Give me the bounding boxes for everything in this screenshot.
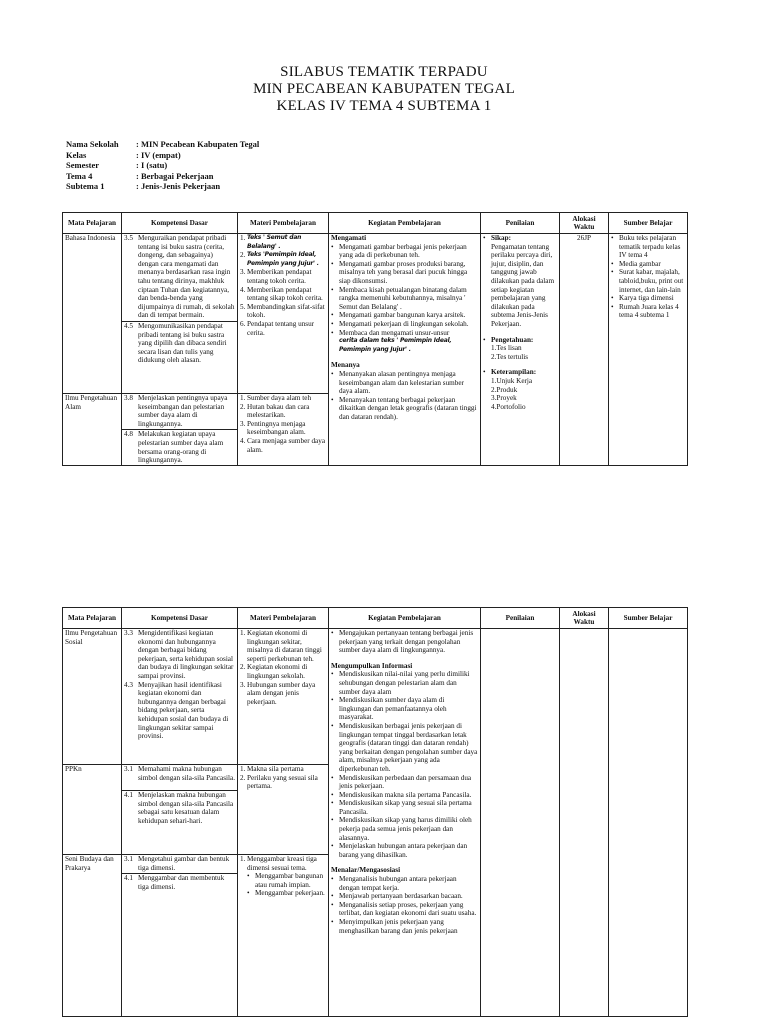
kd-number: 4.3 xyxy=(124,680,133,689)
kegiatan-item: Mengamati gambar berbagai jenis pekerjaan yang ada di perkebunan teh. xyxy=(339,242,467,260)
kegiatan-item: Mendiskusikan sumber daya alam di lingkungan dan pemanfaatannya oleh masyarakat. xyxy=(339,696,447,722)
materi-text: Memberikan pendapat tentang tokoh cerita. xyxy=(247,268,312,285)
alokasi-cell xyxy=(560,629,609,1017)
kd-text: Menjelaskan makna hubungan simbol dengan sila-sila Pancasila sebagai satu kesatuan dalam kehidupan sehari-hari. xyxy=(138,791,234,825)
kegiatan-item: Menganalisis hubungan antara pekerjaan dengan tempat kerja. xyxy=(339,875,457,892)
header-kegiatan: Kegiatan Pembelajaran xyxy=(329,213,481,234)
penilaian-item: 4.Portofolio xyxy=(491,402,526,411)
kegiatan-heading: Mengumpulkan Informasi xyxy=(331,661,413,670)
mapel-cell: Ilmu Pengetahuan Sosial xyxy=(63,629,122,765)
info-row xyxy=(66,171,259,182)
kegiatan-item: Mengamati pekerjaan di lingkungan sekolah. xyxy=(339,319,469,328)
kd-cell xyxy=(122,629,238,765)
info-value: : I (satu) xyxy=(136,160,168,170)
info-row xyxy=(66,150,259,161)
materi-text: Kegiatan ekonomi di lingkungan sekitar, misalnya di dataran tinggi seperti perkebunan teh. xyxy=(247,629,322,663)
sumber-item: Buku teks pelajaran tematik terpadu kelas IV tema 4 xyxy=(619,234,681,260)
materi-number: 3. xyxy=(240,268,246,277)
info-row xyxy=(66,181,259,192)
materi-number: 6. xyxy=(240,319,246,328)
header-sumber: Sumber Belajar xyxy=(609,608,688,629)
kd-text: Mengetahui gambar dan bentuk tiga dimensi. xyxy=(138,855,230,872)
kd-number: 3.5 xyxy=(124,234,133,242)
syllabus-table-1 xyxy=(62,212,688,466)
penilaian-cell xyxy=(481,629,560,1017)
kegiatan-item: Membaca kisah petualangan binatang dalam rangka memenuhi kebutuhannya, misalnya ' Semut dan Belalang' . xyxy=(339,285,467,311)
kd-cell xyxy=(122,394,238,466)
header-materi: Materi Pembelajaran xyxy=(238,608,329,629)
materi-cell xyxy=(238,629,329,765)
materi-number: 4. xyxy=(240,285,246,294)
penilaian-heading: Sikap: xyxy=(491,234,511,242)
kd-number: 4.5 xyxy=(124,321,133,330)
table-row xyxy=(63,234,688,394)
materi-text: Kegiatan ekonomi di lingkungan sekolah. xyxy=(247,663,308,680)
sumber-cell: • Buku teks pelajaran tematik terpadu kelas IV tema 4 • Media gambar • Surat kabar, majalah, tabloid,buku, print out internet, dan lain-lain • Karya tiga dimensi • Rumah Juara kelas 4 tema 4 subtema 1 xyxy=(609,234,688,466)
kegiatan-item: Mendiskusikan sikap yang harus dimiliki oleh pekerja pada semua jenis pekerjaan dan alasannya. xyxy=(339,816,472,842)
materi-text: Teks 'Pemimpin Ideal, Pemimpin yang Jujur' . xyxy=(247,251,319,267)
kd-number: 4.1 xyxy=(124,791,133,800)
kd-text: Menjelaskan pentingnya upaya keseimbangan dan pelestarian sumber daya alam di lingkungannya. xyxy=(138,394,228,428)
info-label: Nama Sekolah xyxy=(66,139,119,149)
school-info xyxy=(66,139,259,192)
kegiatan-item: Menjelaskan hubungan antara pekerjaan dan barang yang dihasilkan. xyxy=(339,842,468,859)
kd-cell xyxy=(122,855,238,1017)
table-row xyxy=(63,629,688,765)
kegiatan-heading: Mengamati xyxy=(331,234,367,242)
title-line-3: KELAS IV TEMA 4 SUBTEMA 1 xyxy=(276,98,492,114)
kegiatan-item: Menanyakan alasan pentingnya menjaga keseimbangan alam dan kelestarian sumber daya alam. xyxy=(339,369,464,396)
kegiatan-item: Mendiskusikan makna sila pertama Pancasila. xyxy=(339,790,472,799)
sumber-item: Media gambar xyxy=(619,259,661,268)
penilaian-item: 2.Tes tertulis xyxy=(491,352,529,361)
info-label: Tema 4 xyxy=(66,170,93,181)
alokasi-cell: 26JP xyxy=(560,234,609,466)
materi-subitem: Menggambar bangunan atau rumah impian. xyxy=(255,872,324,889)
header-penilaian: Penilaian xyxy=(481,213,560,234)
kegiatan-item: Mendiskusikan nilai-nilai yang perlu dimiliki sehubungan dengan pelestarian alam dan sumber daya alam xyxy=(339,670,470,696)
info-label: Subtema 1 xyxy=(66,181,105,191)
header-penilaian: Penilaian xyxy=(481,608,560,629)
materi-number: 2. xyxy=(240,773,246,782)
materi-text: Hutan bakau dan cara melestarikan. xyxy=(247,402,310,420)
kegiatan-item: Mendiskusikan perbedaan dan persamaan dua jenis pekerjaan. xyxy=(339,773,472,791)
kegiatan-heading: Menalar/Mengasosiasi xyxy=(331,866,401,875)
materi-text: Memberikan pendapat tentang sikap tokoh cerita. xyxy=(247,285,323,303)
sumber-cell xyxy=(609,629,688,1017)
kd-text: Menguraikan pendapat pribadi tentang isi buku sastra (cerita, dongeng, dan sebagainya) dengan cara mengamati dan menanya berdasarkan rasa ingin tahu tentang dirinya, makhluk ciptaan Tuhan dan kegiatannya, dan benda-benda yang dijumpainya di rumah, di sekolah dan di tempat bermain. xyxy=(138,234,235,320)
materi-text: Makna sila pertama xyxy=(247,765,304,773)
materi-number: 1. xyxy=(240,234,246,242)
materi-text: Sumber daya alam teh xyxy=(247,394,312,402)
materi-number: 3. xyxy=(240,419,246,428)
kd-cell xyxy=(122,234,238,394)
penilaian-text: Pengamatan tentang perilaku percaya diri, jujur, disiplin, dan tanggung jawab dilakukan pada dalam setiap kegiatan pembelajaran yang dilakukan pada subtema Jenis-Jenis Pekerjaan. xyxy=(491,242,555,328)
materi-text: Perilaku yang sesuai sila pertama. xyxy=(247,773,318,791)
materi-number: 2. xyxy=(240,663,246,672)
kegiatan-item: Menganalisis setiap proses, pekerjaan yang terlibat, dan kegiatan ekonomi dari suatu usaha. xyxy=(339,900,477,918)
materi-number: 2. xyxy=(240,251,246,260)
materi-number: 2. xyxy=(240,402,246,411)
mapel-cell: Bahasa Indonesia xyxy=(63,234,122,394)
materi-text: Pendapat tentang unsur cerita. xyxy=(247,319,315,337)
materi-text: Membandingkan sifat-sifat tokoh. xyxy=(247,302,325,320)
penilaian-item: 3.Proyek xyxy=(491,394,517,403)
materi-number: 1. xyxy=(240,394,246,402)
kd-number: 3.1 xyxy=(124,855,133,863)
kd-text: Mengomunikasikan pendapat pribadi tentang isi buku sastra yang dipilih dan dibaca sendiri secara lisan dan tulis yang didukung oleh alasan. xyxy=(138,321,227,365)
materi-number: 1. xyxy=(240,765,246,773)
materi-cell xyxy=(238,394,329,466)
table-header-row xyxy=(63,608,688,629)
kegiatan-item: Mendiskusikan berbagai jenis pekerjaan di lingkungan tempat tinggal berdasarkan letak geografis (dataran tinggi dan dataran rendah) yang berkaitan dengan pengolahan sumber daya alam, misalnya pekerjaan yang ada diperkebunan teh. xyxy=(339,721,478,773)
info-value: : MIN Pecabean Kabupaten Tegal xyxy=(136,139,260,149)
syllabus-table-2 xyxy=(62,607,688,1017)
kd-number: 3.3 xyxy=(124,629,133,637)
kd-number: 4.1 xyxy=(124,874,133,883)
kegiatan-item: Mengamati gambar proses produksi barang, misalnya teh yang berasal dari pucuk hingga siap dikonsumsi. xyxy=(339,259,468,285)
info-label: Kelas xyxy=(66,149,87,160)
penilaian-item: 1.Unjuk Kerja xyxy=(491,376,533,385)
kegiatan-cell: • Mengajukan pertanyaan tentang berbagai jenis pekerjaan yang terkait dengan pengolahan sumber daya alam di lingkungannya. Mengumpulkan Informasi • Mendiskusikan nilai-nilai yang perlu dimiliki sehubungan dengan pelestarian alam dan sumber daya alam • Mendiskusikan sumber daya alam di lingkungan dan pemanfaatannya oleh masyarakat. • Mendiskusikan berbagai jenis pekerjaan di lingkungan tempat tinggal berdasarkan letak geografis (dataran tinggi dan dataran rendah) yang berkaitan dengan pengolahan sumber daya alam, misalnya pekerjaan yang ada diperkebunan teh. • Mendiskusikan perbedaan dan persamaan dua jenis pekerjaan. • Mendiskusikan makna sila pertama Pancasila. • Mendiskusikan sikap yang sesuai sila pertama Pancasila. • Mendiskusikan sikap yang harus dimiliki oleh pekerja pada semua jenis pekerjaan dan alasannya. • Menjelaskan hubungan antara pekerjaan dan barang yang dihasilkan. Menalar/Mengasosiasi • Menganalisis hubungan antara pekerjaan dengan tempat kerja. • Menjawab pertanyaan berdasarkan bacaan. • Menganalisis setiap proses, pekerjaan yang terlibat, dan kegiatan ekonomi dari suatu usaha. • Menyimpulkan jenis pekerjaan yang menghasilkan barang dan jenis pekerjaan xyxy=(329,629,481,1017)
header-kd: Kompetensi Dasar xyxy=(122,608,238,629)
kegiatan-item: Mendiskusikan sikap yang sesuai sila pertama Pancasila. xyxy=(339,799,472,816)
kegiatan-item: Menjawab pertanyaan berdasarkan bacaan. xyxy=(339,892,463,901)
penilaian-item: 2.Produk xyxy=(491,385,518,394)
penilaian-cell: • Sikap: Pengamatan tentang perilaku percaya diri, jujur, disiplin, dan tanggung jawab dilakukan pada dalam setiap kegiatan pembelajaran yang dilakukan pada subtema Jenis-Jenis Pekerjaan. • Pengetahuan: 1.Tes lisan 2.Tes tertulis • Keterampilan: 1.Unjuk Kerja 2.Produk 3.Proyek 4.Portofolio xyxy=(481,234,560,466)
kegiatan-item: Menanyakan tentang berbagai pekerjaan dikaitkan dengan letak geografis (dataran tinggi dan dataran rendah). xyxy=(339,395,477,421)
materi-number: 5. xyxy=(240,302,246,311)
kegiatan-item: Mengajukan pertanyaan tentang berbagai jenis pekerjaan yang terkait dengan pengolahan sumber daya alam di lingkungannya. xyxy=(339,629,474,655)
materi-text: Teks ' Semut dan Belalang' . xyxy=(247,234,302,250)
materi-cell: 1. Menggambar kreasi tiga dimensi sesuai tema. • Menggambar bangunan atau rumah impian. • Menggambar pekerjaan. xyxy=(238,855,329,1017)
sumber-item: Karya tiga dimensi xyxy=(619,294,674,303)
header-kd: Kompetensi Dasar xyxy=(122,213,238,234)
materi-text: Hubungan sumber daya alam dengan jenis pekerjaan. xyxy=(247,680,316,706)
materi-cell xyxy=(238,234,329,394)
materi-text: Cara menjaga sumber daya alam. xyxy=(247,436,326,454)
kegiatan-heading: Menanya xyxy=(331,361,360,370)
penilaian-heading: Pengetahuan: xyxy=(491,335,534,344)
header-sumber: Sumber Belajar xyxy=(609,213,688,234)
kd-text: Menyajikan hasil identifikasi kegiatan ekonomi dan hubungannya dengan berbagai bidang pekerjaan, serta kehidupan sosial dan budaya di lingkungan sekitar sampai provinsi. xyxy=(138,680,229,741)
materi-number: 4. xyxy=(240,436,246,445)
kegiatan-item-continued: cerita dalam teks ' Pemimpin Ideal, Pemimpin yang Jujur' . xyxy=(339,337,452,353)
materi-text: Pentingnya menjaga keseimbangan alam. xyxy=(247,419,306,437)
header-kegiatan: Kegiatan Pembelajaran xyxy=(329,608,481,629)
title-line-1: SILABUS TEMATIK TERPADU xyxy=(280,64,488,80)
materi-cell xyxy=(238,765,329,855)
mapel-cell: PPKn xyxy=(63,765,122,855)
kd-text: Melakukan kegiatan upaya pelestarian sumber daya alam bersama orang-orang di lingkungannya. xyxy=(138,430,224,465)
materi-number: 1. xyxy=(240,629,246,637)
materi-text: Menggambar kreasi tiga dimensi sesuai tema. xyxy=(247,855,317,872)
info-value: : Berbagai Pekerjaan xyxy=(136,170,214,181)
header-materi: Materi Pembelajaran xyxy=(238,213,329,234)
header-alokasi: Alokasi Waktu xyxy=(560,608,609,629)
kegiatan-item: Menyimpulkan jenis pekerjaan yang menghasilkan barang dan jenis pekerjaan xyxy=(339,918,458,935)
penilaian-heading: Keterampilan: xyxy=(491,368,537,377)
info-row xyxy=(66,139,259,150)
info-value: : IV (empat) xyxy=(136,149,181,160)
info-row xyxy=(66,160,259,171)
kd-number: 4.8 xyxy=(124,430,133,439)
document-title xyxy=(0,64,768,115)
sumber-item: Surat kabar, majalah, tabloid,buku, print out internet, dan lain-lain xyxy=(619,268,684,294)
mapel-cell: Seni Budaya dan Prakarya xyxy=(63,855,122,1017)
kd-text: Mengidentifikasi kegiatan ekonomi dan hubungannya dengan berbagai bidang pekerjaan, serta kehidupan sosial dan budaya di lingkungan sekitar sampai provinsi. xyxy=(138,629,234,680)
kd-text: Menggambar dan membentuk tiga dimensi. xyxy=(138,874,225,891)
info-value: : Jenis-Jenis Pekerjaan xyxy=(136,181,221,191)
materi-number: 1. xyxy=(240,855,246,863)
info-label: Semester xyxy=(66,160,100,170)
kegiatan-item: Mengamati gambar bangunan karya arsitek. xyxy=(339,311,466,320)
table-header-row xyxy=(63,213,688,234)
kegiatan-item: Membaca dan mengamati unsur-unsur xyxy=(339,328,450,337)
penilaian-item: 1.Tes lisan xyxy=(491,344,522,353)
kegiatan-cell: Mengamati • Mengamati gambar berbagai jenis pekerjaan yang ada di perkebunan teh. • Mengamati gambar proses produksi barang, misalnya teh yang berasal dari pucuk hingga siap dikonsumsi. • Membaca kisah petualangan binatang dalam rangka memenuhi kebutuhannya, misalnya ' Semut dan Belalang' . • Mengamati gambar bangunan karya arsitek. • Mengamati pekerjaan di lingkungan sekolah. • Membaca dan mengamati unsur-unsur cerita dalam teks ' Pemimpin Ideal, Pemimpin yang Jujur' . Menanya • Menanyakan alasan pentingnya menjaga keseimbangan alam dan kelestarian sumber daya alam. • Menanyakan tentang berbagai pekerjaan dikaitkan dengan letak geografis (dataran tinggi dan dataran rendah). xyxy=(329,234,481,466)
header-alokasi: Alokasi Waktu xyxy=(560,213,609,234)
title-line-2: MIN PECABEAN KABUPATEN TEGAL xyxy=(253,81,515,97)
sumber-item: Rumah Juara kelas 4 tema 4 subtema 1 xyxy=(619,302,679,320)
materi-subitem: Menggambar pekerjaan. xyxy=(255,889,325,898)
kd-cell xyxy=(122,765,238,855)
header-mapel: Mata Pelajaran xyxy=(63,608,122,629)
materi-number: 3. xyxy=(240,680,246,689)
header-mapel: Mata Pelajaran xyxy=(63,213,122,234)
kd-number: 3.8 xyxy=(124,394,133,402)
kd-text: Memahami makna hubungan simbol dengan sila-sila Pancasila. xyxy=(138,765,236,782)
mapel-cell: Ilmu Pengetahuan Alam xyxy=(63,394,122,466)
kd-number: 3.1 xyxy=(124,765,133,773)
